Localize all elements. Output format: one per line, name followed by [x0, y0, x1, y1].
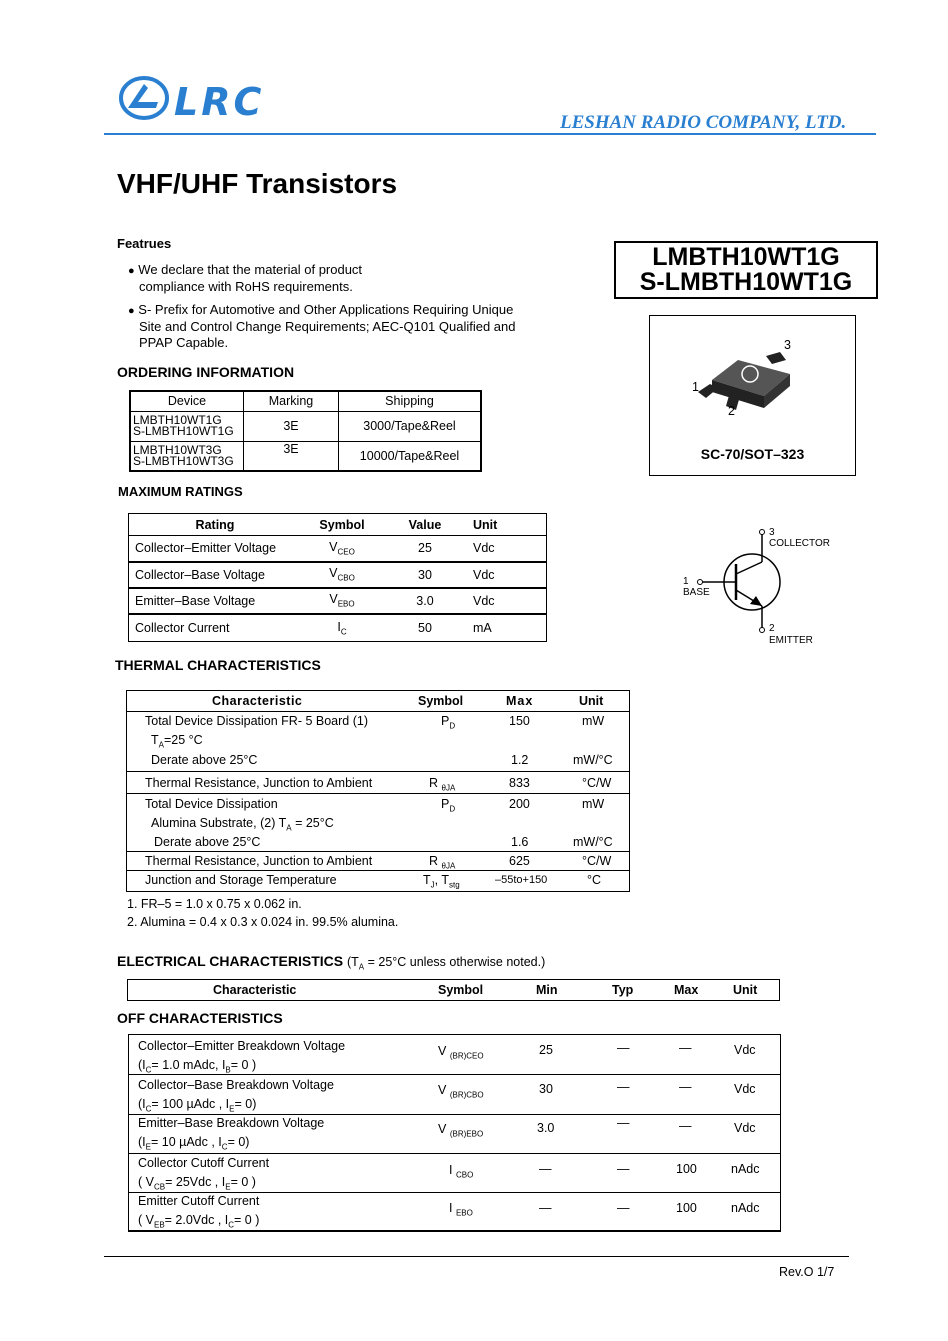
footnote-1: 1. FR–5 = 1.0 x 0.75 x 0.062 in. — [127, 897, 302, 911]
table-row: LMBTH10WT3G S-LMBTH10WT3G 3E 10000/Tape&Reel — [130, 441, 481, 471]
electrical-header: Characteristic Symbol Min Typ Max Unit — [127, 979, 780, 1001]
features-heading: Featrues — [117, 236, 172, 251]
table-row: Emitter–Base Voltage $V_{EBO}$ 3.0 Vdc — [129, 588, 547, 614]
company-name: LESHAN RADIO COMPANY, LTD. — [560, 112, 847, 133]
emitter-label: 2 EMITTER — [769, 623, 813, 646]
table-row: LMBTH10WT1G S-LMBTH10WT1G 3E 3000/Tape&Reel — [130, 411, 481, 441]
electrical-table — [128, 1034, 781, 1232]
thermal-heading: THERMAL CHARACTERISTICS — [115, 657, 321, 673]
table-row: Collector–Emitter Voltage $V_{CEO}$ 25 Vdc — [129, 536, 547, 562]
electrical-heading: ELECTRICAL CHARACTERISTICS ($T_A = 25^\circ C$ unless otherwise noted.) — [117, 953, 546, 972]
max-ratings-heading: MAXIMUM RATINGS — [118, 484, 243, 499]
base-label: 1 BASE — [683, 576, 710, 598]
table-row: Collector Cutoff Current ( $V_{CB}= 25Vdc$ , $I_E= 0$ ) I $_{CBO}$ — — 100 nAdc — [138, 1156, 760, 1192]
pin-2-label: 2 — [728, 404, 735, 418]
part-number-box: LMBTH10WT1G S-LMBTH10WT1G — [614, 241, 878, 299]
logo-text: LRC — [174, 80, 265, 124]
off-characteristics-heading: OFF CHARACTERISTICS — [117, 1010, 283, 1026]
ordering-table: Device Marking Shipping LMBTH10WT1G S-LMBTH10WT1G 3E 3000/Tape&Reel LMBTH10WT3G S-LMBTH10WT3G 3E 10000/Tape&Reel — [129, 390, 482, 472]
feature-item: ● We declare that the material of product compliance with RoHS requirements. — [128, 262, 363, 294]
footnote-2: 2. Alumina = 0.4 x 0.3 x 0.024 in. 99.5% alumina. — [127, 915, 399, 929]
table-row: Collector Current $I_C$ 50 mA — [129, 614, 547, 642]
table-row: Collector–Base Breakdown Voltage ($I_C= 100$ µAdc , $I_E= 0$) V $_{(BR)CBO}$ 30 — — Vdc — [138, 1078, 756, 1114]
lrc-logo-mark-icon — [118, 74, 170, 122]
collector-label: 3 COLLECTOR — [769, 527, 830, 549]
table-row: Collector–Emitter Breakdown Voltage ($I_C= 1.0$ mAdc, $I_B= 0$ ) V $_{(BR)CEO}$ 25 — — Vdc — [138, 1039, 756, 1075]
pin-1-label: 1 — [692, 380, 699, 394]
pin-3-label: 3 — [784, 338, 791, 352]
page-title: VHF/UHF Transistors — [117, 168, 398, 199]
revision-label: Rev.O 1/7 — [779, 1265, 835, 1279]
thermal-table: Characteristic Symbol Max Unit Total Device Dissipation FR- 5 Board (1) $P_D$ 150 mW $T_A=25$ °C Derate above 25°C 1.2 mW/°C Thermal Resistance, Junction to Ambient R $_{\theta JA}$ 833 °C/W Total Device Dissipation $P_D$ 200 mW Alumina Substrate, (2) $T_A = 25^\circ C$ Derate above 25°C 1.6 mW/°C Thermal Resistance, Junction to Ambient R $_{\theta JA}$ 625 °C/W Junction and Storage Temperature $T_J$, $T_{stg}$ –55to+150 °C — [126, 690, 630, 892]
ordering-heading: ORDERING INFORMATION — [117, 364, 295, 380]
table-header: Characteristic Symbol Max Unit — [127, 691, 629, 712]
table-row: Emitter Cutoff Current ( $V_{EB}= 2.0Vdc$ , $I_C= 0$ ) I $_{EBO}$ — — 100 nAdc — [138, 1194, 760, 1230]
feature-item: ● S- Prefix for Automotive and Other Applications Requiring Unique Site and Control Change Requirements; AEC-Q101 Qualified and PPAP Capable. — [128, 302, 516, 350]
max-ratings-table: Rating Symbol Value Unit Collector–Emitter Voltage $V_{CEO}$ 25 Vdc Collector–Base Voltage $V_{CBO}$ 30 Vdc Emitter–Base Voltage $V_{EBO}$ 3.0 Vdc Collector Current $I_C$ 50 mA — [128, 513, 547, 642]
package-box — [649, 315, 856, 476]
table-row: Collector–Base Voltage $V_{CBO}$ 30 Vdc — [129, 562, 547, 588]
sot323-package-icon — [690, 330, 810, 420]
footer-rule — [104, 1256, 849, 1257]
header-rule — [104, 133, 876, 135]
package-label: SC-70/SOT–323 — [700, 446, 805, 462]
table-row: Emitter–Base Breakdown Voltage ($I_E= 10$ µAdc , $I_C= 0$) V $_{(BR)EBO}$ 3.0 — — Vdc — [138, 1116, 756, 1152]
